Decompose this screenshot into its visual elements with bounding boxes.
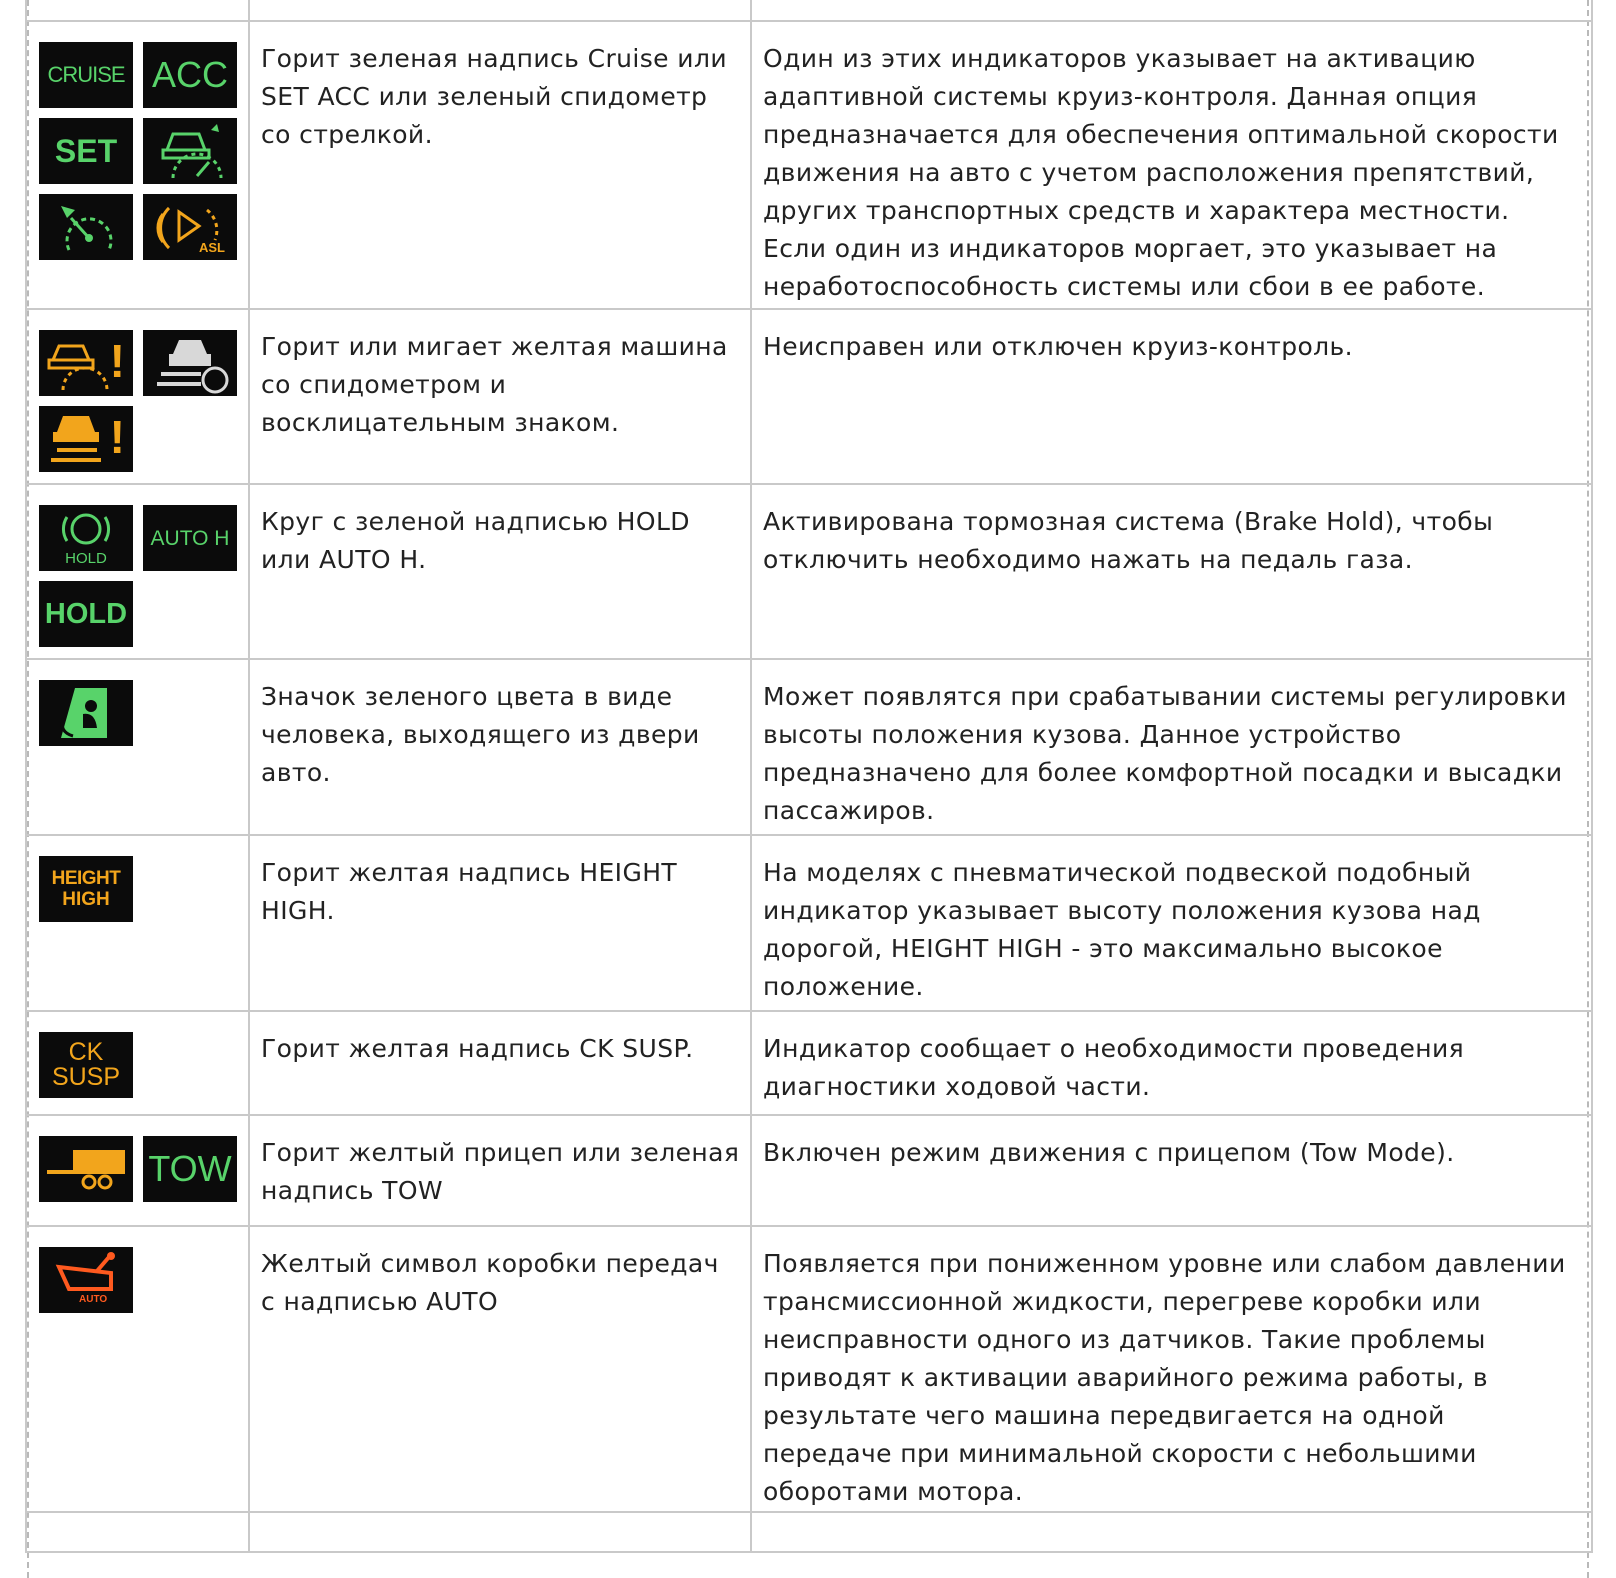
condition-cell: Круг с зеленой надписью HOLD или AUTO H. [249,484,751,659]
table-row [26,1011,1592,1115]
icon-cell [26,1011,249,1115]
icon-cell [26,21,249,309]
meaning-cell: Неисправен или отключен круиз-контроль. [751,309,1592,484]
person-exiting-door-glyph [39,680,133,746]
table-row [26,484,1592,659]
car-speedometer-warning-icon: ! [39,330,133,396]
meaning-cell: Может появлятся при срабатывании системы регулировки высоты положения кузова. Данное устройство предназначено для более комфортной посадки и высадки пассажиров. [751,659,1592,835]
car-lane-speedometer-icon [143,330,237,396]
condition-cell: Значок зеленого цвета в виде человека, выходящего из двери авто. [249,659,751,835]
table-row [26,835,1592,1011]
tow-indicator-icon: TOW [143,1136,237,1202]
cruise-indicator-icon: CRUISE [39,42,133,108]
trailer-icon [39,1136,133,1202]
hold-indicator-icon: HOLD [39,581,133,647]
speedometer-arrow-icon [39,194,133,260]
person-exiting-door-icon [39,680,133,746]
meaning-cell: На моделях с пневматической подвеской подобный индикатор указывает высоту положения кузова над дорогой, HEIGHT HIGH - это максимально высокое положение. [751,835,1592,1011]
table-row [26,21,1592,309]
table-row-bottom-partial [26,1512,1592,1552]
speedometer-arrow-glyph [39,194,133,260]
ck-susp-indicator-icon: CK SUSP [39,1032,133,1098]
car-speedometer-icon [143,118,237,184]
trailer-glyph [39,1136,133,1202]
condition-cell: Горит желтый прицеп или зеленая надпись TOW [249,1115,751,1226]
table-row [26,1226,1592,1512]
icon-cell [26,1115,249,1226]
hold-circle-icon: HOLD [39,505,133,571]
meaning-cell: Появляется при пониженном уровне или слабом давлении трансмиссионной жидкости, перегреве коробки или неисправности одного из датчиков. Такие проблемы приводят к активации аварийного режима работы, в результате чего машина передвигается на одной передаче при минимальной скорости с небольшими оборотами мотора. [751,1226,1592,1512]
car-speedometer-glyph [143,118,237,184]
table-row [26,659,1592,835]
icon-cell [26,1226,249,1512]
table-row [26,309,1592,484]
condition-cell: Горит желтая надпись CK SUSP. [249,1011,751,1115]
table-row-top-partial [26,0,1592,21]
meaning-cell: Активирована тормозная система (Brake Hold), чтобы отключить необходимо нажать на педаль газа. [751,484,1592,659]
transmission-warning-icon: AUTO [39,1247,133,1313]
meaning-cell: Один из этих индикаторов указывает на активацию адаптивной системы круиз-контроля. Данная опция предназначается для обеспечения оптимальной скорости движения на авто с учетом расположения препятствий, других транспортных средств и характера местности. Если один из индикаторов моргает, это указывает на неработоспособность системы или сбои в ее работе. [751,21,1592,309]
car-lane-warning-icon: ! [39,406,133,472]
icon-cell [26,659,249,835]
icon-cell [26,835,249,1011]
height-high-indicator-icon: HEIGHT HIGH [39,856,133,922]
car-lane-speedometer-glyph [143,330,237,396]
table-row [26,1115,1592,1226]
condition-cell: Горит зеленая надпись Cruise или SET ACC или зеленый спидометр со стрелкой. [249,21,751,309]
meaning-cell: Индикатор сообщает о необходимости проведения диагностики ходовой части. [751,1011,1592,1115]
condition-cell: Желтый символ коробки передач с надписью AUTO [249,1226,751,1512]
indicator-table [25,0,1593,1553]
set-indicator-icon: SET [39,118,133,184]
icon-cell [26,484,249,659]
asl-speed-limiter-icon: ASL [143,194,237,260]
condition-cell: Горит желтая надпись HEIGHT HIGH. [249,835,751,1011]
acc-indicator-icon: ACC [143,42,237,108]
meaning-cell: Включен режим движения с прицепом (Tow Mode). [751,1115,1592,1226]
condition-cell: Горит или мигает желтая машина со спидометром и восклицательным знаком. [249,309,751,484]
auto-hold-indicator-icon: AUTO H [143,505,237,571]
icon-cell [26,309,249,484]
